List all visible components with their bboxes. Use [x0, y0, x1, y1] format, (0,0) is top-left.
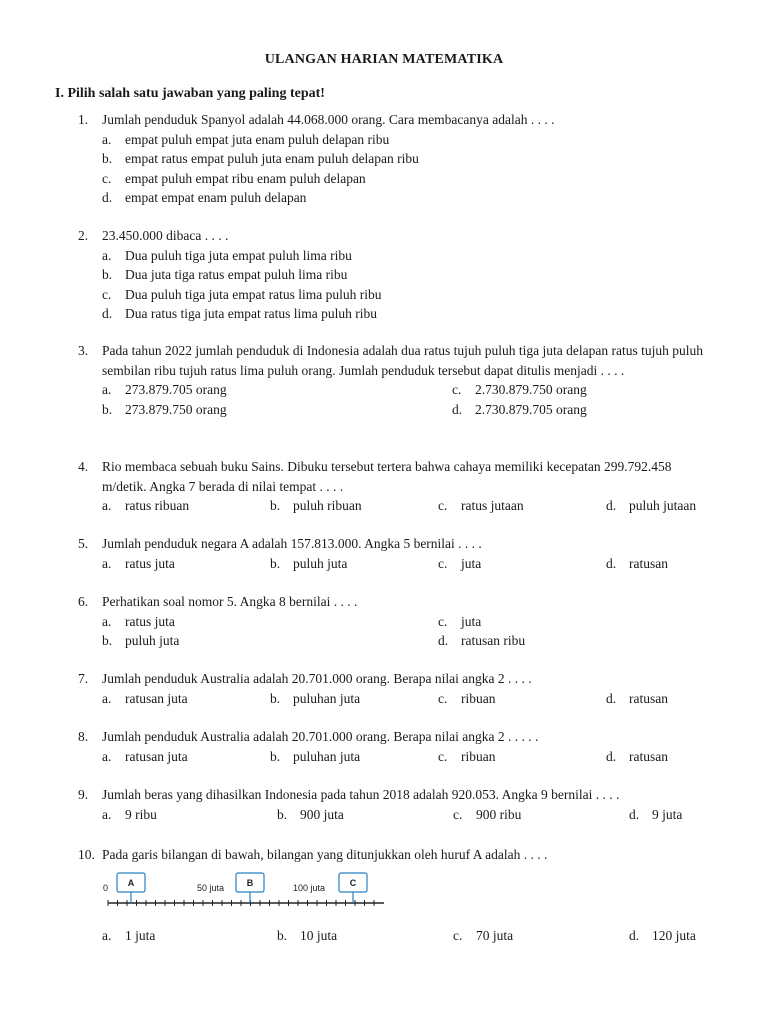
option-b[interactable]: b. 900 juta	[277, 806, 344, 822]
question-text: Pada tahun 2022 jumlah penduduk di Indonesia adalah dua ratus tujuh puluh tiga juta delapan ratus tujuh puluh sembilan ribu tujuh ratus lima puluh orang. Jumlah penduduk tersebut dapat ditulis menjadi . . . .	[102, 343, 704, 378]
option-d[interactable]: d. 9 juta	[629, 806, 683, 822]
svg-text:C: C	[349, 878, 357, 888]
question-text: Jumlah penduduk Australia adalah 20.701.000 orang. Berapa nilai angka 2 . . . . .	[102, 729, 539, 744]
option-b[interactable]: b. puluh juta	[270, 555, 348, 571]
option-d[interactable]: d. Dua ratus tiga juta empat ratus lima puluh ribu	[102, 306, 377, 321]
question-text: Jumlah beras yang dihasilkan Indonesia pada tahun 2018 adalah 920.053. Angka 9 bernilai . . . .	[102, 787, 620, 802]
option-a[interactable]: a. ratus juta	[102, 613, 175, 629]
option-d[interactable]: d. ratusan	[606, 690, 668, 706]
section-heading: I. Pilih salah satu jawaban yang paling tepat!	[55, 86, 325, 101]
tick-label-50-juta: 50 juta	[197, 883, 225, 893]
option-a[interactable]: a. empat puluh empat juta enam puluh delapan ribu	[102, 131, 390, 147]
question-number: 3.	[78, 343, 89, 358]
question-number: 8.	[78, 729, 89, 744]
question-number: 7.	[78, 671, 89, 686]
option-a[interactable]: a. ratus juta	[102, 555, 175, 571]
option-c[interactable]: c. 70 juta	[453, 928, 514, 943]
question-7	[78, 669, 718, 708]
options-row	[78, 689, 718, 709]
question-number: 2.	[78, 228, 89, 243]
question-number: 6.	[78, 594, 89, 609]
options-row	[78, 400, 718, 420]
option-c[interactable]: c. ribuan	[438, 690, 496, 706]
question-2	[78, 226, 718, 324]
option-b[interactable]: b. 10 juta	[277, 928, 338, 943]
option-d[interactable]: d. empat empat enam puluh delapan	[102, 190, 307, 205]
option-b[interactable]: b. puluh ribuan	[270, 498, 362, 513]
option-a[interactable]: a. ratusan juta	[102, 748, 188, 764]
box-b	[236, 873, 264, 903]
question-4	[78, 457, 718, 516]
question-number: 10.	[78, 847, 95, 862]
option-c[interactable]: c. Dua puluh tiga juta empat ratus lima puluh ribu	[102, 286, 382, 302]
options-row	[78, 380, 718, 400]
option-d[interactable]: d. ratusan	[606, 748, 668, 764]
option-a[interactable]: a. 9 ribu	[102, 806, 157, 822]
option-c[interactable]: c. ribuan	[438, 748, 496, 764]
option-a[interactable]: a. 273.879.705 orang	[102, 382, 227, 397]
option-b[interactable]: b. puluhan juta	[270, 690, 361, 706]
question-text: Jumlah penduduk Australia adalah 20.701.000 orang. Berapa nilai angka 2 . . . .	[102, 671, 532, 686]
question-text: Rio membaca sebuah buku Sains. Dibuku tersebut tertera bahwa cahaya memiliki kecepatan 299.792.458 m/detik. Angka 7 berada di nilai tempat . . . .	[102, 459, 672, 494]
box-a	[117, 873, 145, 903]
question-text: Pada garis bilangan di bawah, bilangan yang ditunjukkan oleh huruf A adalah . . . .	[102, 847, 548, 862]
option-c[interactable]: c. 2.730.879.750 orang	[452, 382, 587, 397]
options-row	[78, 631, 718, 651]
question-9	[78, 785, 718, 824]
option-c[interactable]: c. 900 ribu	[453, 806, 522, 822]
options-row	[78, 747, 718, 767]
option-b[interactable]: b. Dua juta tiga ratus empat puluh lima ribu	[102, 267, 348, 282]
option-d[interactable]: d. 2.730.879.705 orang	[452, 401, 587, 417]
question-10	[78, 845, 718, 865]
svg-text:B: B	[246, 878, 254, 888]
tick-label-100-juta: 100 juta	[293, 883, 326, 893]
svg-text:A: A	[127, 878, 135, 888]
option-a[interactable]: a. 1 juta	[102, 928, 156, 943]
question-text: Jumlah penduduk negara A adalah 157.813.000. Angka 5 bernilai . . . .	[102, 536, 482, 551]
question-5	[78, 534, 718, 573]
option-d[interactable]: d. ratusan ribu	[438, 633, 526, 648]
options-row	[78, 496, 718, 516]
question-10-options	[78, 926, 718, 946]
option-b[interactable]: b. puluhan juta	[270, 748, 361, 764]
question-8	[78, 727, 718, 766]
option-d[interactable]: d. ratusan	[606, 555, 668, 571]
option-a[interactable]: a. ratus ribuan	[102, 498, 190, 513]
option-b[interactable]: b. 273.879.750 orang	[102, 401, 227, 417]
tick-label-0: 0	[103, 883, 109, 893]
option-b[interactable]: b. empat ratus empat puluh juta enam puluh delapan ribu	[102, 151, 419, 166]
question-number: 5.	[78, 536, 89, 551]
option-a[interactable]: a. Dua puluh tiga juta empat puluh lima ribu	[102, 247, 352, 263]
options-row	[78, 554, 718, 574]
options-row	[78, 926, 718, 946]
question-number: 1.	[78, 112, 89, 127]
question-text: 23.450.000 dibaca . . . .	[102, 228, 229, 243]
option-c[interactable]: c. ratus jutaan	[438, 498, 524, 513]
question-1	[78, 110, 718, 208]
box-c	[339, 873, 367, 903]
question-3	[78, 341, 718, 419]
question-text: Jumlah penduduk Spanyol adalah 44.068.000 orang. Cara membacanya adalah . . . .	[102, 112, 555, 127]
number-line-svg	[100, 870, 390, 910]
question-number: 4.	[78, 459, 89, 474]
options-row	[78, 612, 718, 632]
question-number: 9.	[78, 787, 89, 802]
option-c[interactable]: c. empat puluh empat ribu enam puluh delapan	[102, 170, 366, 186]
option-c[interactable]: c. juta	[438, 613, 482, 629]
number-line	[100, 870, 390, 910]
options-row	[78, 805, 718, 825]
option-c[interactable]: c. juta	[438, 555, 482, 571]
question-text: Perhatikan soal nomor 5. Angka 8 bernilai . . . .	[102, 594, 358, 609]
page-title: ULANGAN HARIAN MATEMATIKA	[264, 52, 504, 67]
option-a[interactable]: a. ratusan juta	[102, 690, 188, 706]
question-6	[78, 592, 718, 651]
option-d[interactable]: d. 120 juta	[629, 928, 696, 943]
option-b[interactable]: b. puluh juta	[102, 633, 180, 648]
option-d[interactable]: d. puluh jutaan	[606, 498, 697, 513]
